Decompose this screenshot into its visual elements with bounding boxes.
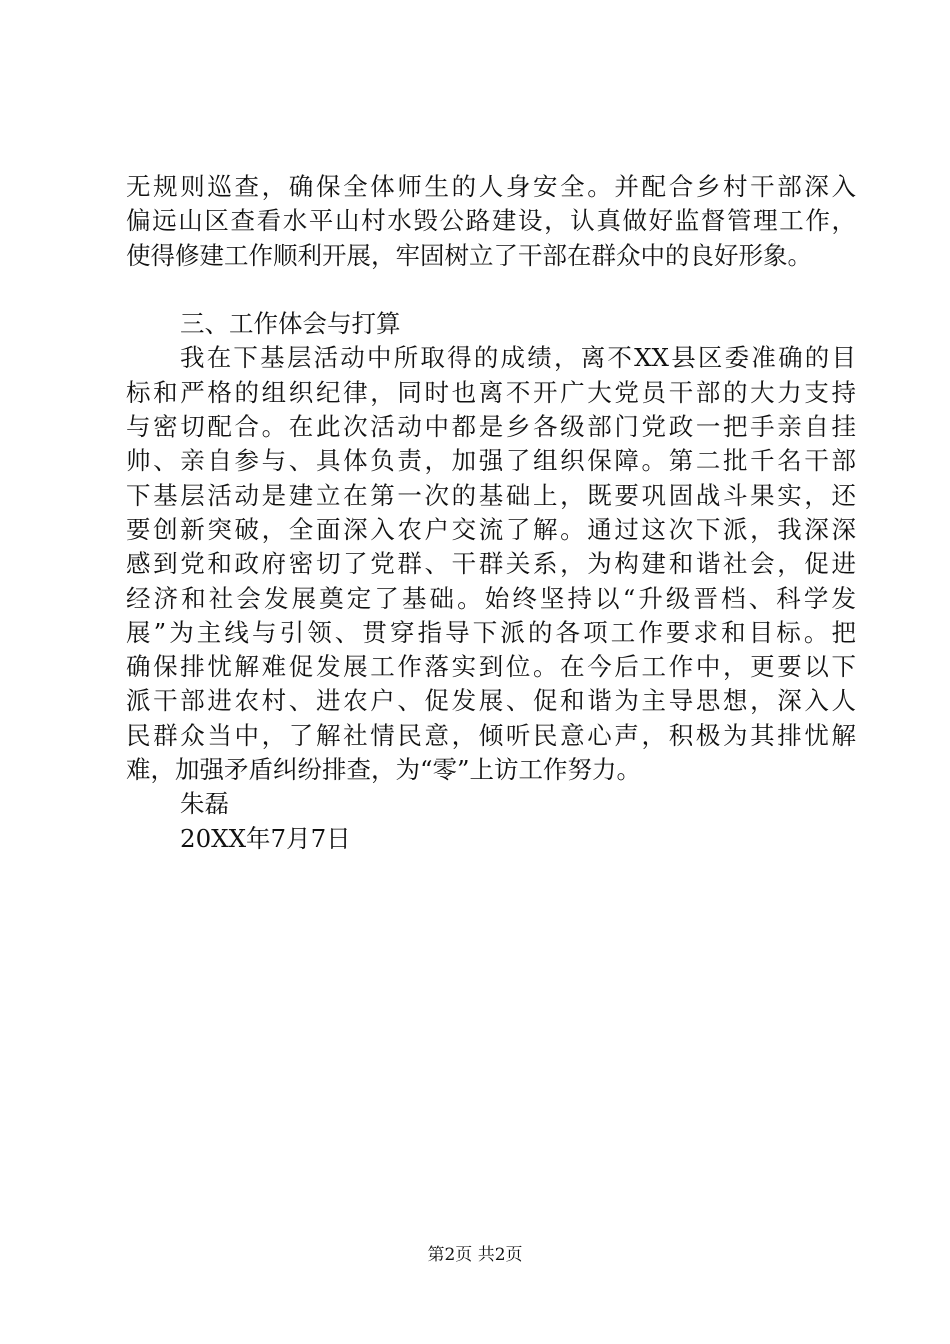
text-line: 无规则巡查，确保全体师生的人身安全。并配合乡村干部深入 bbox=[126, 172, 856, 201]
text-line: 感到党和政府密切了党群、干群关系，为构建和谐社会，促进 bbox=[126, 549, 856, 579]
text-line: 派干部进农村、进农户、促发展、促和谐为主导思想，深入人 bbox=[126, 686, 856, 716]
paragraph-last-line: 难，加强矛盾纠纷排查，为“零”上访工作努力。 bbox=[126, 755, 642, 785]
page-footer bbox=[0, 1245, 950, 1265]
text-line: 展”为主线与引领、贯穿指导下派的各项工作要求和目标。把 bbox=[126, 617, 856, 647]
text-line: 帅、亲自参与、具体负责，加强了组织保障。第二批千名干部 bbox=[126, 446, 856, 476]
paragraph-spacer bbox=[126, 273, 856, 307]
text-line: 偏远山区查看水平山村水毁公路建设，认真做好监督管理工作， bbox=[126, 206, 856, 236]
page-indicator: 第2页 共2页 bbox=[427, 1245, 523, 1265]
signature-date: 20XX年7月7日 bbox=[180, 823, 351, 853]
text-line: 要创新突破，全面深入农户交流了解。通过这次下派，我深深 bbox=[126, 514, 856, 544]
signature-name: 朱磊 bbox=[180, 789, 229, 819]
text-line: 确保排忧解难促发展工作落实到位。在今后工作中，更要以下 bbox=[126, 652, 856, 682]
text-line: 下基层活动是建立在第一次的基础上，既要巩固战斗果实，还 bbox=[126, 480, 856, 510]
text-line: 经济和社会发展奠定了基础。始终坚持以“升级晋档、科学发 bbox=[126, 583, 856, 613]
text-line: 与密切配合。在此次活动中都是乡各级部门党政一把手亲自挂 bbox=[126, 412, 856, 442]
document-body bbox=[126, 170, 856, 856]
text-line: 使得修建工作顺利开展，牢固树立了干部在群众中的良好形象。 bbox=[126, 240, 812, 270]
text-line: 民群众当中，了解社情民意，倾听民意心声，积极为其排忧解 bbox=[126, 720, 856, 750]
paragraph-first-line: 我在下基层活动中所取得的成绩，离不XX县区委准确的目 bbox=[180, 343, 856, 373]
section-heading: 三、工作体会与打算 bbox=[180, 309, 401, 339]
text-line: 标和严格的组织纪律，同时也离不开广大党员干部的大力支持 bbox=[126, 377, 856, 407]
